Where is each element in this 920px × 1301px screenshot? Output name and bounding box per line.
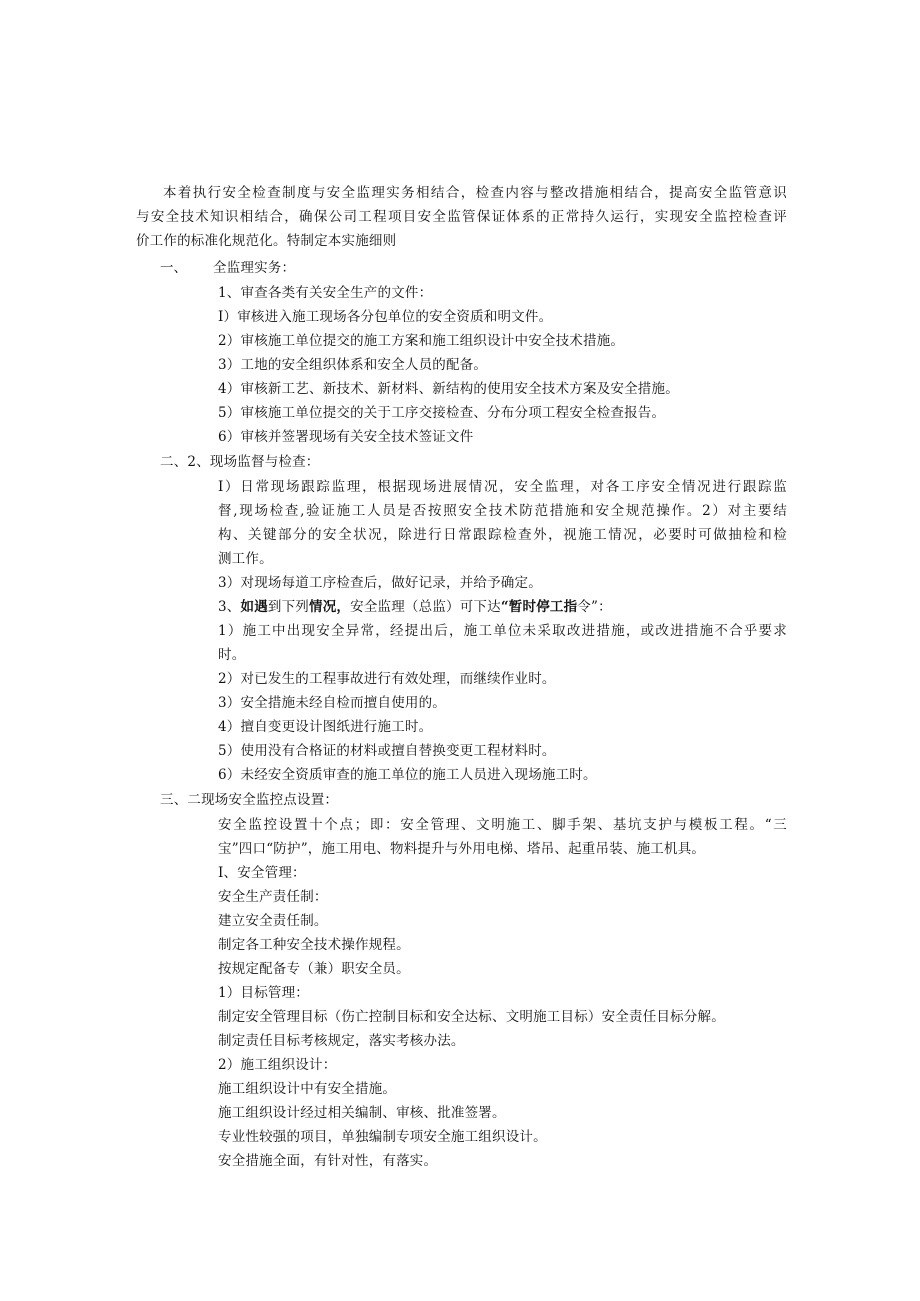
stop-work-bold-3: “暂时停工指 [500, 599, 578, 615]
intro-line-3: 价工作的标准化规范化。特制定本实施细则 [136, 233, 397, 249]
section-2-para-line-2: 督,现场检查,验证施工人员是否按照安全技术防范措施和安全规范操作。2）对主要结 [218, 503, 787, 519]
stop-case-item: 6）未经安全资质审查的施工单位的施工人员进入现场施工时。 [218, 767, 597, 783]
section-1-sub-heading: 1、审查各类有关安全生产的文件： [218, 285, 433, 301]
intro-line-2: 与安全技术知识相结合，确保公司工程项目安全监管保证体系的正常持久运行，实现安全监控检查评 [136, 209, 787, 225]
stop-work-bold-1: 如遇 [240, 599, 268, 615]
stop-work-prefix: 3、 [218, 599, 241, 615]
stop-case-item: 5）使用没有合格证的材料或擅自替换变更工程材料时。 [218, 743, 556, 759]
stop-case-1-line-1: 1）施工中出现安全异常，经提出后，施工单位未采取改进措施，或改进措施不合乎要求 [218, 623, 787, 639]
section-3-line: 制定责任目标考核规定，落实考核办法。 [218, 1033, 465, 1049]
stop-case-1-line-2: 时。 [218, 647, 246, 663]
section-1-item: 3）工地的安全组织体系和安全人员的配备。 [218, 357, 488, 373]
stop-work-heading [218, 595, 612, 619]
section-3-line: I、安全管理： [218, 865, 306, 881]
section-3-line: 建立安全责任制。 [218, 913, 328, 929]
section-2-item-3: 3）对现场每道工序检查后，做好记录，并给予确定。 [218, 575, 542, 591]
section-1-item: I）审核进入施工现场各分包单位的安全资质和明文件。 [218, 309, 553, 325]
section-3-line: 安全措施全面，有针对性，有落实。 [218, 1153, 438, 1169]
section-1-title: 全监理实务： [213, 260, 296, 276]
section-1-item: 6）审核并签署现场有关安全技术签证文件 [218, 429, 474, 445]
intro-line-1: 本着执行安全检查制度与安全监理实务相结合，检查内容与整改措施相结合，提高安全监管意识 [163, 185, 787, 201]
section-1-item: 5）审核施工单位提交的关于工序交接检查、分布分项工程安全检查报告。 [218, 405, 666, 421]
section-2-para-line-1: I）日常现场跟踪监理，根据现场进展情况，安全监理，对各工序安全情况进行跟踪监 [218, 479, 787, 495]
stop-case-item: 3）安全措施未经自检而擅自使用的。 [218, 695, 446, 711]
section-3-line: 安全生产责任制： [218, 889, 328, 905]
section-1-item: 2）审核施工单位提交的施工方案和施工组织设计中安全技术措施。 [218, 333, 625, 349]
section-3-line: 1）目标管理： [218, 985, 309, 1001]
section-2-title: 二、2、现场监督与检查： [160, 454, 320, 470]
stop-work-text-2: 安全监理（总监）可下达 [350, 599, 501, 615]
stop-work-text-1: 到下列 [267, 599, 310, 615]
section-3-line: 专业性较强的项目，单独编制专项安全施工组织设计。 [218, 1129, 547, 1145]
section-3-line: 施工组织设计中有安全措施。 [218, 1081, 397, 1097]
section-3-intro-line-2: 宝”四口“防护”，施工用电、物料提升与外用电梯、塔吊、起重吊装、施工机具。 [218, 841, 706, 857]
stop-case-item: 2）对已发生的工程事故进行有效处理，而继续作业时。 [218, 671, 556, 687]
stop-work-text-3: 令”： [577, 599, 612, 615]
stop-work-bold-2: 情况， [309, 599, 351, 615]
section-3-line: 制定安全管理目标（伤亡控制目标和安全达标、文明施工目标）安全责任目标分解。 [218, 1009, 725, 1025]
section-2-para-line-3: 构、关键部分的安全状况，除进行日常跟踪检查外，视施工情况，必要时可做抽检和检 [218, 527, 787, 543]
section-3-title: 三、二现场安全监控点设置： [160, 792, 339, 808]
section-3-line: 按规定配备专（兼）职安全员。 [218, 961, 410, 977]
section-3-intro-line-1: 安全监控设置十个点；即：安全管理、文明施工、脚手架、基坑支护与模板工程。“三 [218, 817, 787, 833]
section-1-number: 一、 [160, 260, 187, 276]
section-2-para-line-4: 测工作。 [218, 551, 273, 567]
section-3-line: 施工组织设计经过相关编制、审核、批准签署。 [218, 1105, 506, 1121]
section-1-item: 4）审核新工艺、新技术、新材料、新结构的使用安全技术方案及安全措施。 [218, 381, 679, 397]
section-3-line: 2）施工组织设计： [218, 1057, 337, 1073]
section-3-line: 制定各工种安全技术操作规程。 [218, 937, 410, 953]
stop-case-item: 4）擅自变更设计图纸进行施工时。 [218, 719, 433, 735]
